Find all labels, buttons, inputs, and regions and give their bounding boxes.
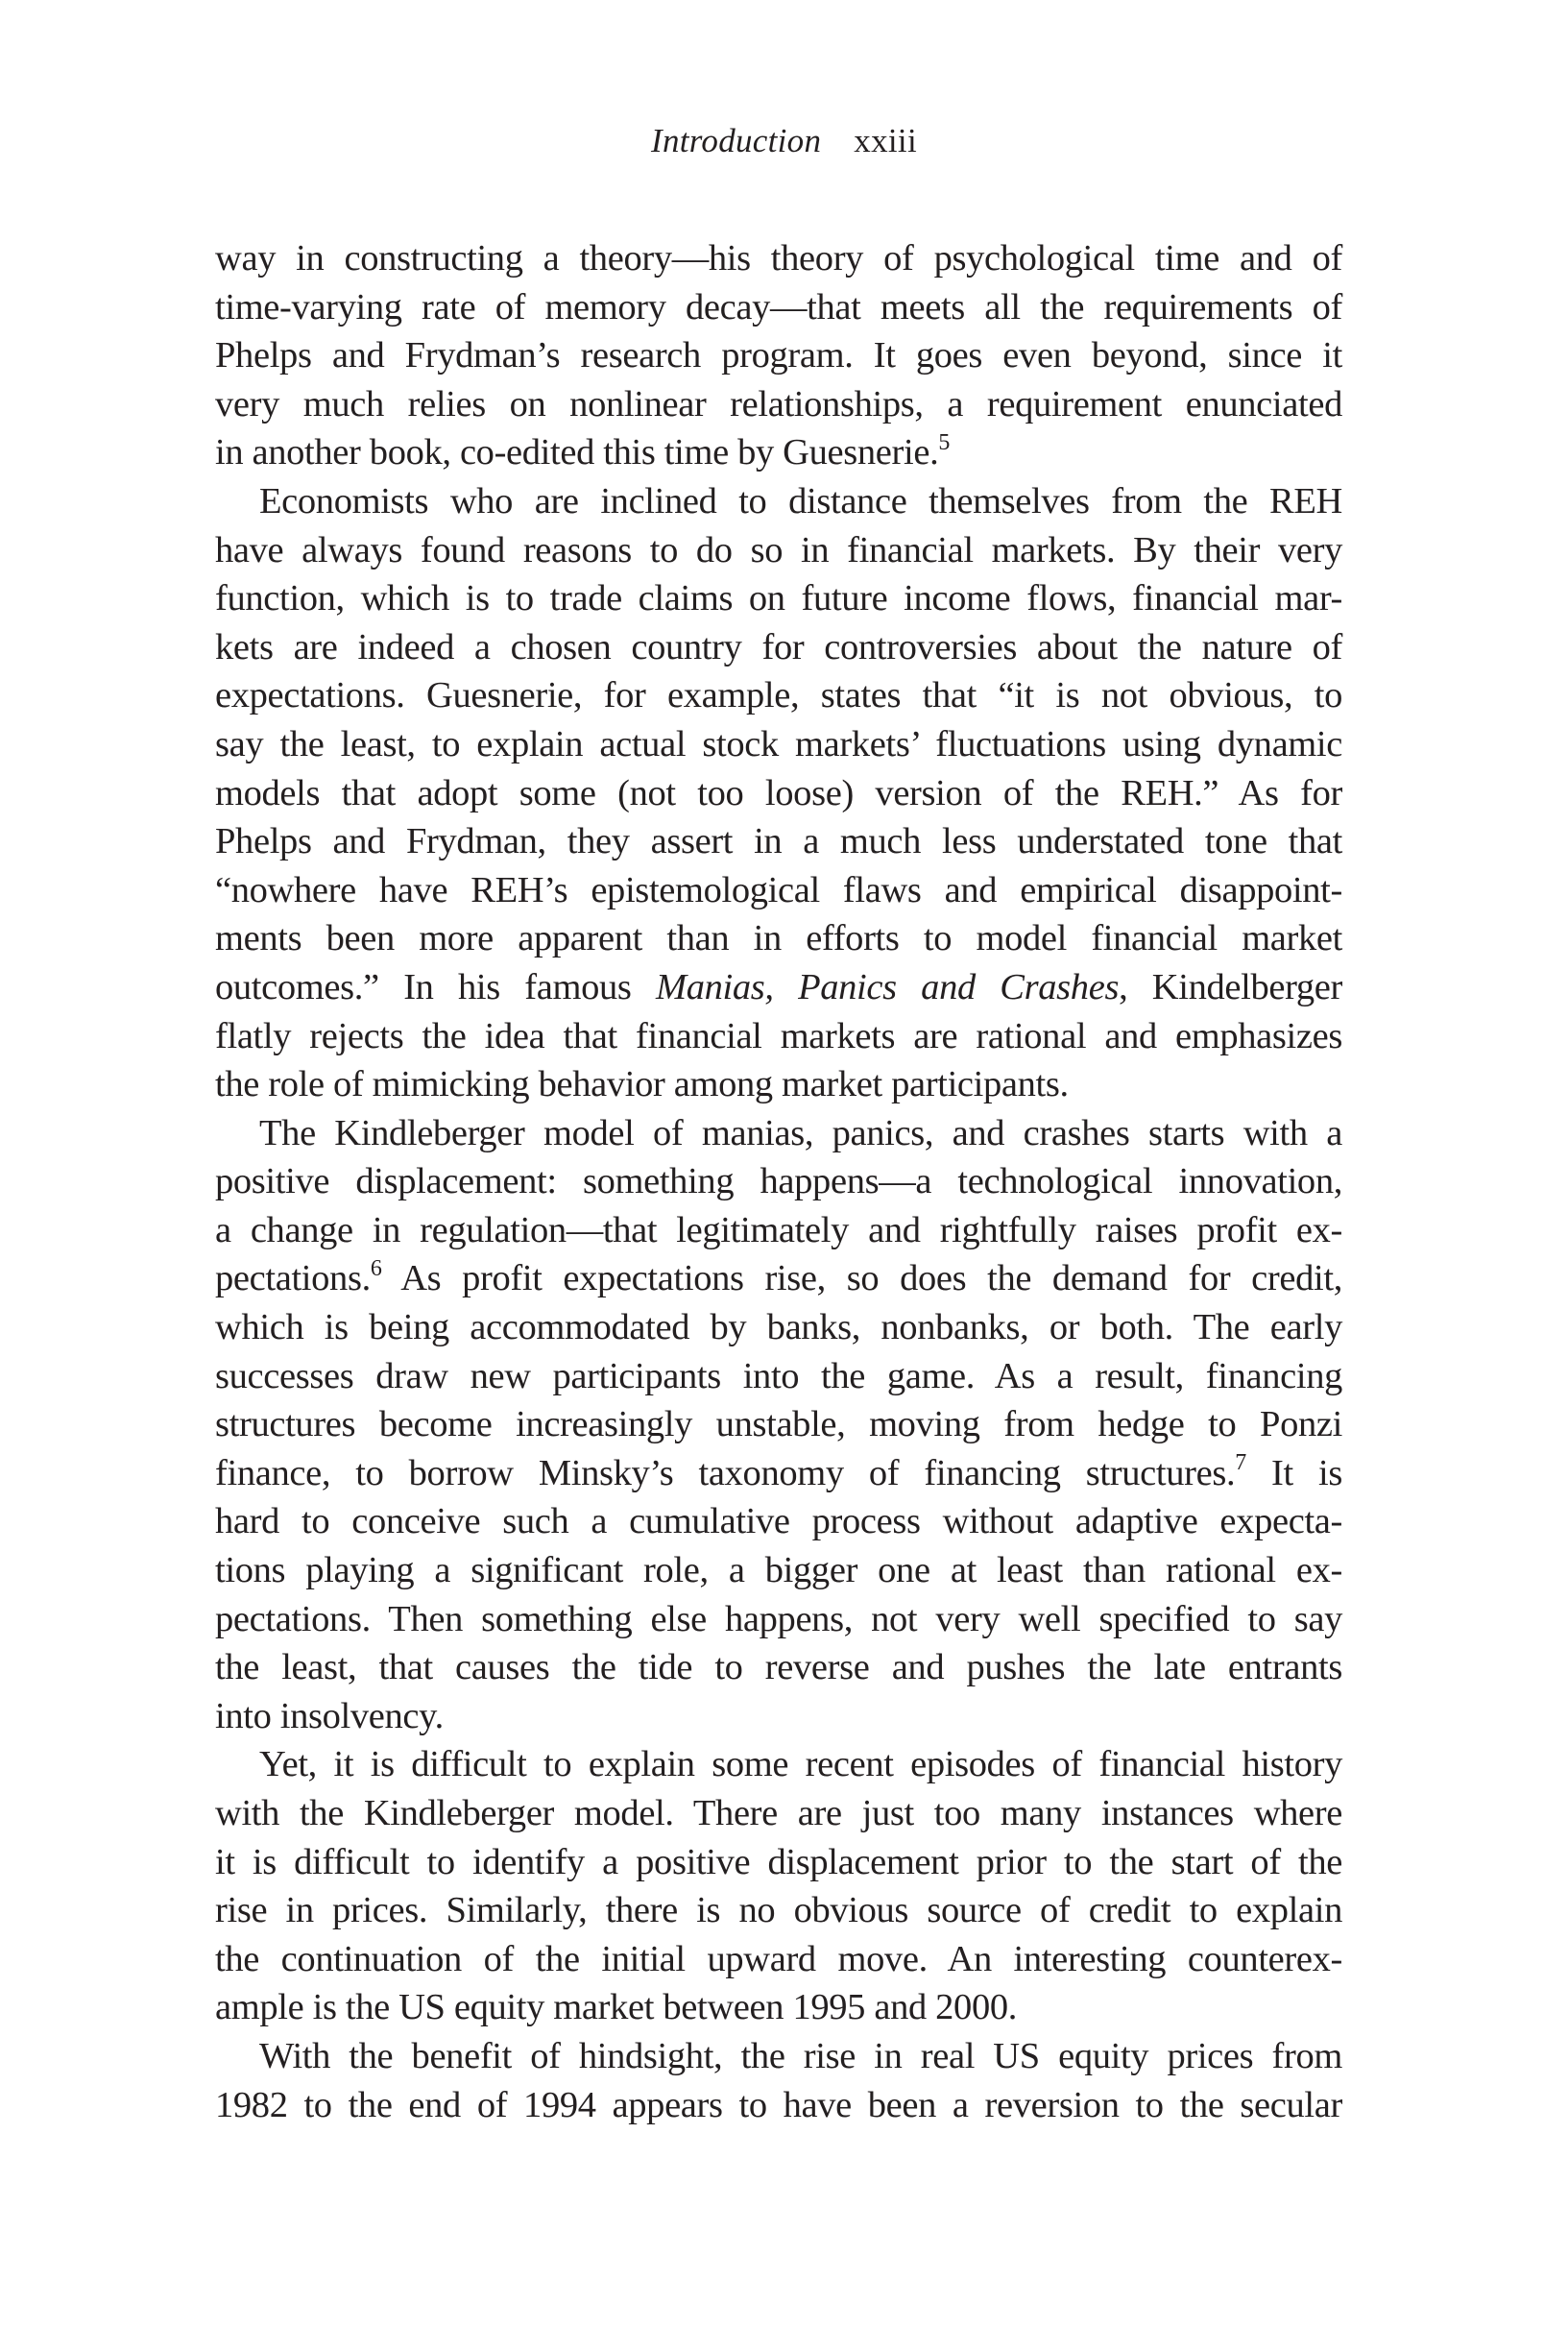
text-line: into insolvency.: [215, 1695, 444, 1736]
text-line: positive displacement: something happens—a technological innovation,: [215, 1161, 1342, 1202]
text-line: the continuation of the initial upward move. An interesting counterex-: [215, 1938, 1342, 1979]
text-line: ments been more apparent than in efforts to model financial market: [215, 918, 1342, 959]
page-number: xxiii: [854, 122, 917, 159]
body-text: [215, 234, 1342, 2129]
text-line: hard to conceive such a cumulative process without adaptive expecta-: [215, 1501, 1342, 1542]
text-line: With the benefit of hindsight, the rise in real US equity prices from: [259, 2035, 1342, 2076]
chapter-title: Introduction: [651, 122, 822, 159]
text-line: models that adopt some (not too loose) version of the REH.” As for: [215, 772, 1342, 813]
running-head: [0, 117, 1568, 165]
text-line: way in constructing a theory—his theory of psychological time and of: [215, 238, 1342, 279]
text-line: very much relies on nonlinear relationships, a requirement enunciated: [215, 383, 1342, 424]
text-line: say the least, to explain actual stock markets’ fluctuations using dynamic: [215, 723, 1342, 764]
text-line: time-varying rate of memory decay—that meets all the requirements of: [215, 286, 1342, 327]
text-line: “nowhere have REH’s epistemological flaws and empirical disappoint-: [215, 869, 1342, 910]
footnote-ref-6[interactable]: 6: [370, 1255, 382, 1281]
text-line: [215, 1449, 1342, 1498]
text-line: 1982 to the end of 1994 appears to have been a reversion to the secular: [215, 2084, 1342, 2125]
text-line: kets are indeed a chosen country for controversies about the nature of: [215, 626, 1342, 667]
text-fragment: , Kindelberger: [1119, 966, 1342, 1007]
text-fragment: in another book, co-edited this time by Guesnerie.: [215, 432, 939, 473]
text-fragment: It is: [1245, 1452, 1342, 1493]
text-fragment: outcomes.” In his famous: [215, 966, 656, 1007]
text-line: function, which is to trade claims on future income flows, financial mar-: [215, 578, 1342, 619]
text-line: have always found reasons to do so in financial markets. By their very: [215, 529, 1342, 570]
book-title: Manias, Panics and Crashes: [655, 966, 1120, 1007]
paragraph-2: [215, 477, 1342, 1109]
text-line: which is being accommodated by banks, nonbanks, or both. The early: [215, 1307, 1342, 1348]
footnote-ref-7[interactable]: 7: [1235, 1450, 1246, 1476]
text-line: The Kindleberger model of manias, panics, and crashes starts with a: [259, 1112, 1342, 1153]
text-fragment: As profit expectations rise, so does the demand for credit,: [381, 1258, 1342, 1299]
text-line: flatly rejects the idea that financial markets are rational and emphasizes: [215, 1015, 1342, 1056]
text-line: [215, 1254, 1342, 1303]
paragraph-1: [215, 234, 1342, 477]
paragraph-3: [215, 1109, 1342, 1741]
text-line: rise in prices. Similarly, there is no obvious source of credit to explain: [215, 1890, 1342, 1931]
text-line: a change in regulation—that legitimately and rightfully raises profit ex-: [215, 1209, 1342, 1250]
paragraph-4: [215, 1740, 1342, 2032]
text-line: Phelps and Frydman’s research program. It goes even beyond, since it: [215, 335, 1342, 376]
text-line: expectations. Guesnerie, for example, states that “it is not obvious, to: [215, 675, 1342, 716]
text-line: pectations. Then something else happens, not very well specified to say: [215, 1598, 1342, 1639]
text-fragment: finance, to borrow Minsky’s taxonomy of financing structures.: [215, 1452, 1236, 1493]
text-line: the least, that causes the tide to reverse and pushes the late entrants: [215, 1647, 1342, 1688]
text-line: [215, 428, 1342, 477]
text-line: Yet, it is difficult to explain some recent episodes of financial history: [259, 1744, 1342, 1785]
text-line: the role of mimicking behavior among market participants.: [215, 1064, 1069, 1105]
text-line: tions playing a significant role, a bigger one at least than rational ex-: [215, 1550, 1342, 1591]
text-line: with the Kindleberger model. There are just too many instances where: [215, 1793, 1342, 1833]
text-fragment: pectations.: [215, 1258, 371, 1299]
text-line: successes draw new participants into the game. As a result, financing: [215, 1355, 1342, 1396]
text-line: it is difficult to identify a positive displacement prior to the start of the: [215, 1841, 1342, 1882]
text-line: [215, 963, 1342, 1012]
text-line: ample is the US equity market between 1995 and 2000.: [215, 1987, 1018, 2028]
footnote-ref-5[interactable]: 5: [938, 429, 951, 455]
text-line: Phelps and Frydman, they assert in a much less understated tone that: [215, 821, 1342, 862]
text-line: structures become increasingly unstable, moving from hedge to Ponzi: [215, 1404, 1342, 1445]
paragraph-5: [215, 2032, 1342, 2129]
text-line: Economists who are inclined to distance themselves from the REH: [259, 480, 1342, 521]
